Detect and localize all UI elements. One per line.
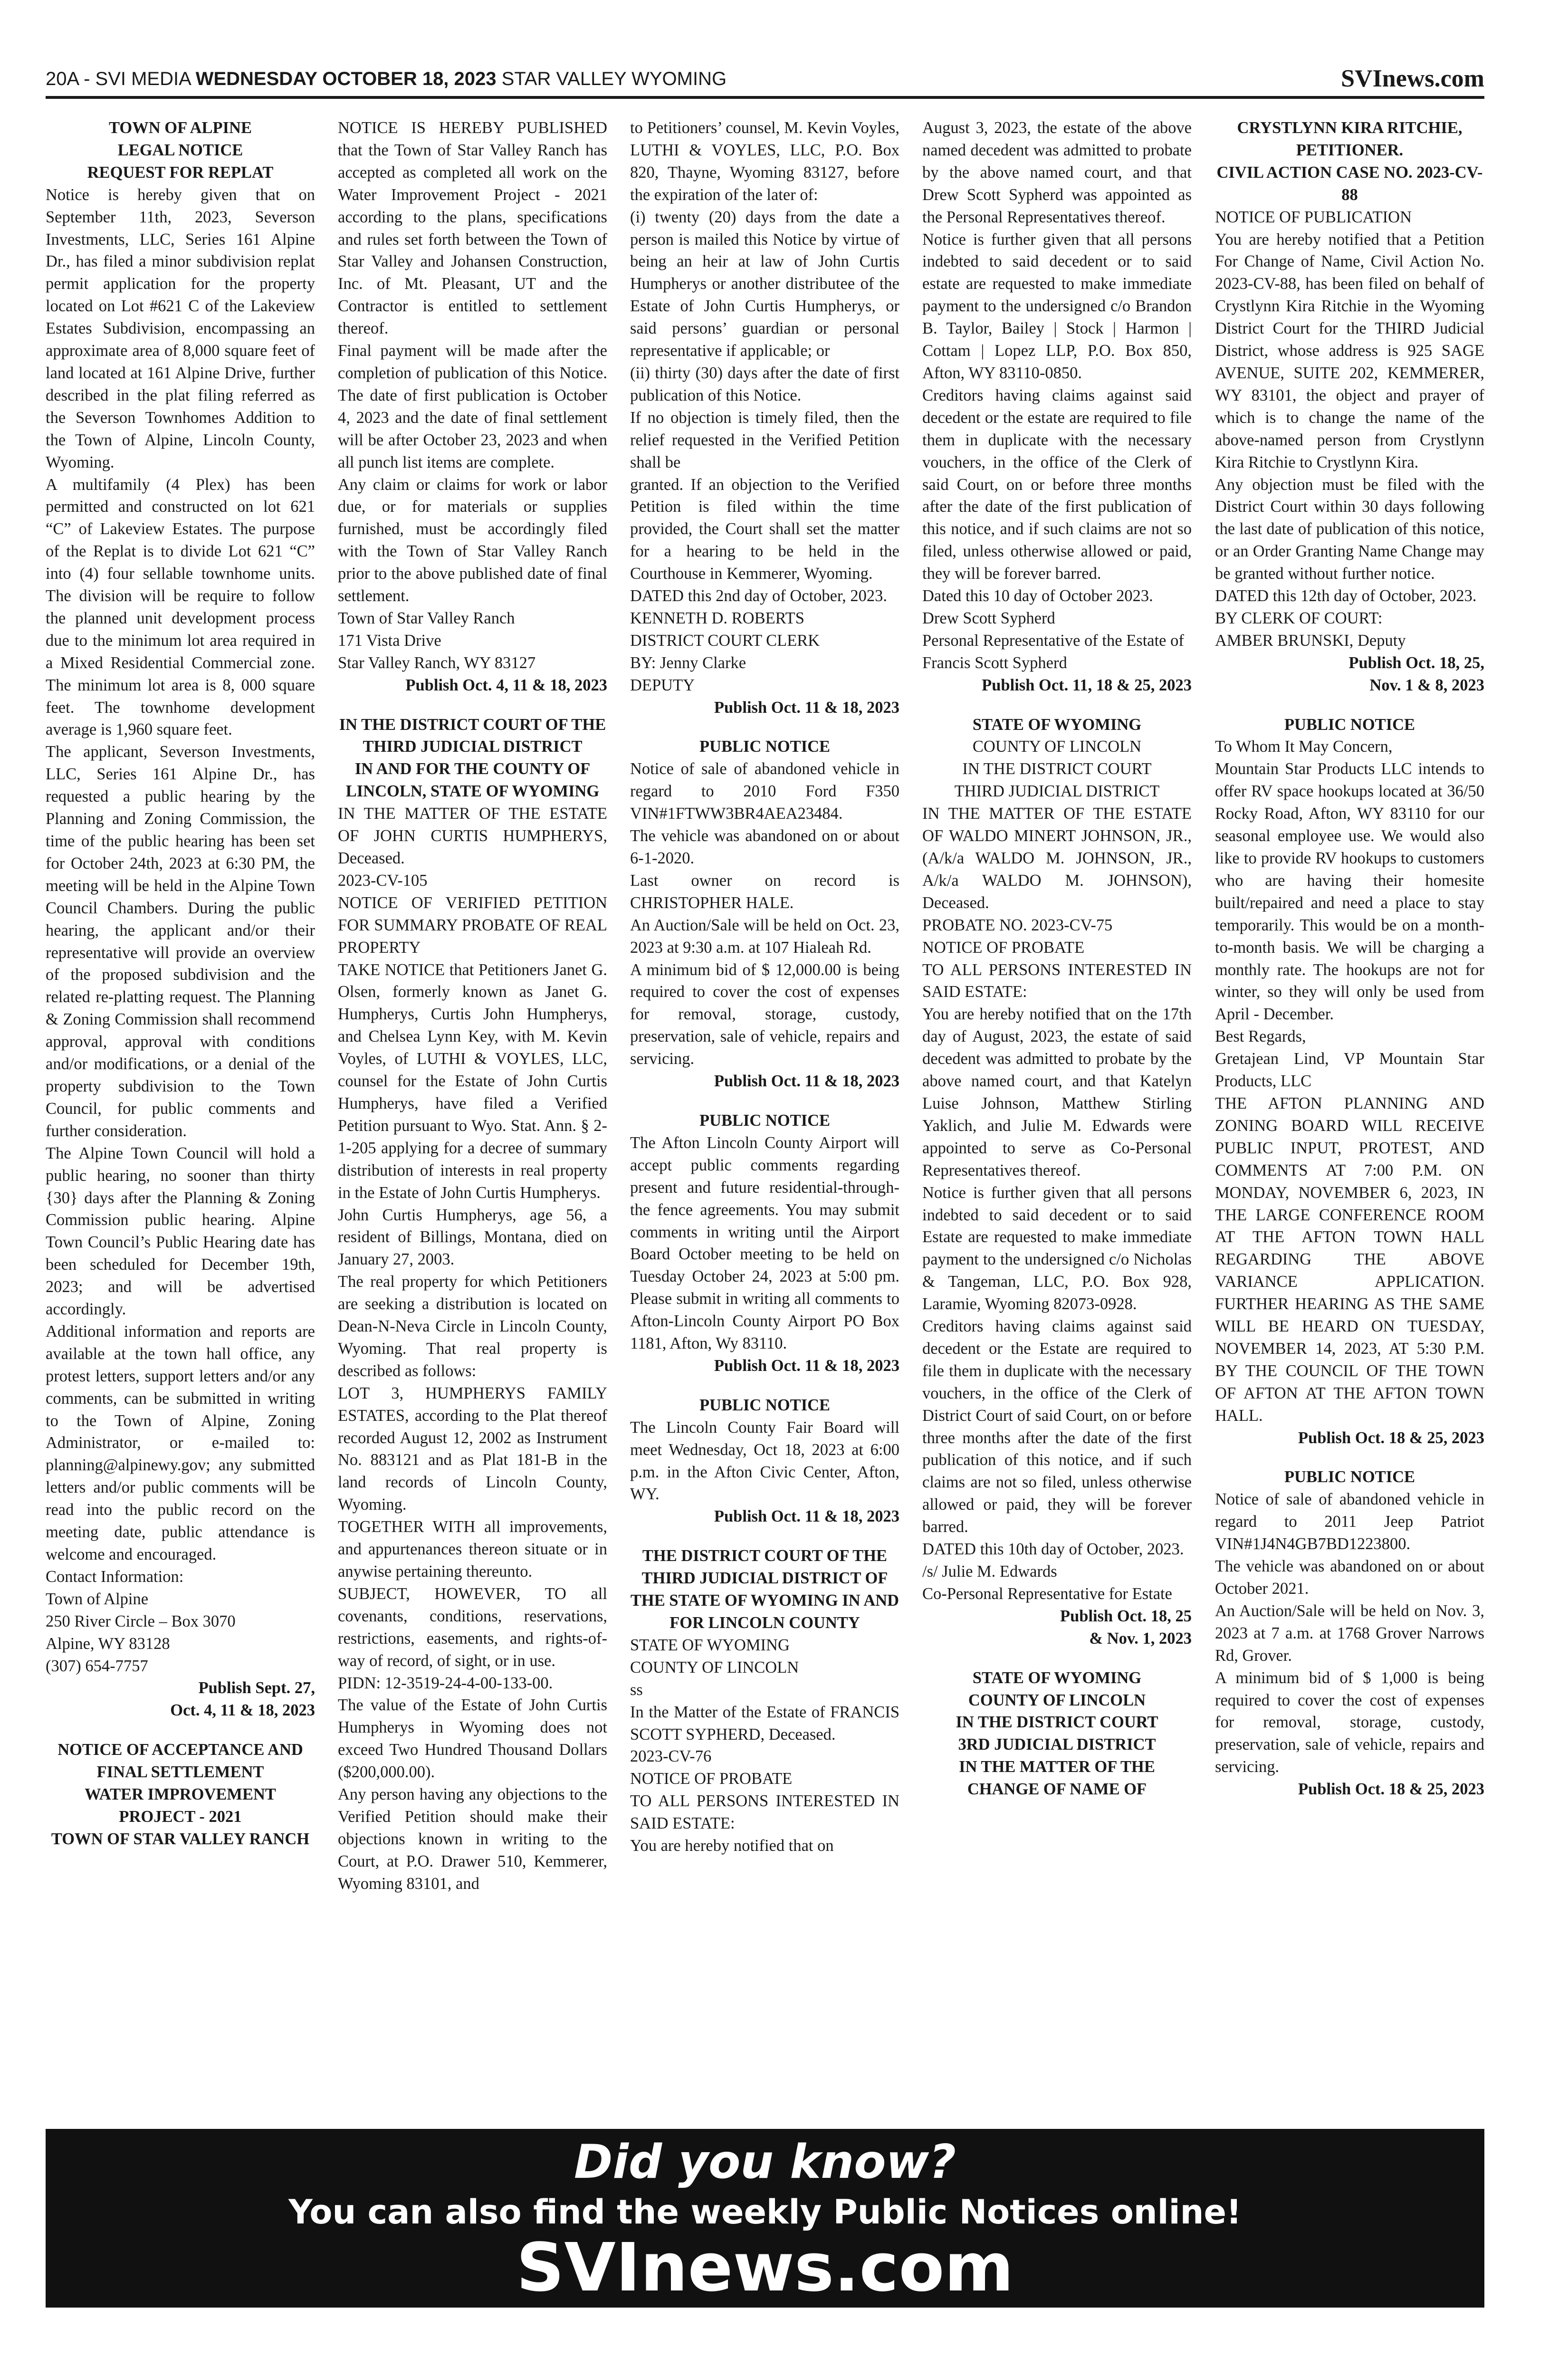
notice-paragraph: Notice is further given that all persons indebted to said decedent or to said estate are requested to make immediate payment to the undersigned c/o Brandon B. Taylor, Bailey | Stock | Harmon | Cottam | Lopez LLP, P.O. Box 850, Afton, WY 83110-0850. — [922, 230, 1192, 382]
notice-paragraph: A minimum bid of $ 1,000 is being required to cover the cost of expenses for removal, storage, custody, preservation, sale of vehicle, repairs and servicing. — [1215, 1668, 1484, 1776]
notice-paragraph: Creditors having claims against said decedent or the Estate are required to file them in duplicate with the necessary vouchers, in the office of the Clerk of District Court of said Court, on or before three months after the date of the first publication of this notice, and if such claims are not so filed, unless otherwise allowed or paid, they will be forever barred. — [922, 1317, 1192, 1536]
notice-paragraph: Notice of sale of abandoned vehicle in regard to 2010 Ford F350 VIN#1FTWW3BR4AEA23484. — [630, 760, 899, 823]
publish-line: Publish Oct. 11 & 18, 2023 — [714, 1356, 899, 1375]
notice-paragraph: In the Matter of the Estate of FRANCIS SCOTT SYPHERD, Deceased. 2023-CV-76 NOTICE OF PROBATE TO ALL PERSONS INTERESTED IN SAID ESTATE: — [630, 1703, 899, 1833]
folio-suffix: STAR VALLEY WYOMING — [496, 68, 727, 89]
notice-heading: NOTICE OF ACCEPTANCE AND FINAL SETTLEMENT WATER IMPROVEMENT PROJECT - 2021 TOWN OF STAR VALLEY RANCH — [51, 1741, 310, 1848]
notice-paragraph: Notice is further given that all persons indebted to said decedent or to said Estate are requested to make immediate payment to the undersigned c/o Nicholas & Tangeman, LLC, P.O. Box 928, Laramie, Wyoming 82073-0928. — [922, 1183, 1192, 1313]
notice-separator — [1215, 697, 1484, 714]
notice-paragraph: IN THE MATTER OF THE ESTATE OF WALDO MINERT JOHNSON, JR., (A/k/a WALDO M. JOHNSON, JR., A/k/a WALDO M. JOHNSON), Deceased. — [922, 805, 1192, 912]
notice-paragraph: The Afton Lincoln County Airport will accept public comments regarding present and future residential-through-the fence agreements. You may submit comments in writing until the Airport Board October meeting to be held on Tuesday October 24, 2023 at 5:00 pm. Please submit in writing all comments to Afton-Lincoln County Airport PO Box 1181, Afton, Wy 83110. — [630, 1133, 899, 1353]
publish-line: Publish Sept. 27, Oct. 4, 11 & 18, 2023 — [170, 1679, 315, 1720]
publish-line: Publish Oct. 18 & 25, 2023 — [1298, 1428, 1484, 1447]
site-name[interactable]: SVInews.com — [1341, 65, 1484, 92]
notice-paragraph: THE AFTON PLANNING AND ZONING BOARD WILL RECEIVE PUBLIC INPUT, PROTEST, AND COMMENTS AT 7:00 P.M. ON MONDAY, NOVEMBER 6, 2023, IN THE LARGE CONFERENCE ROOM AT THE AFTON TOWN HALL REGARDING THE ABOVE VARIANCE APPLICATION. FURTHER HEARING AS THE SAME WILL BE HEARD ON TUESDAY, NOVEMBER 14, 2023, AT 5:30 P.M. BY THE COUNCIL OF THE TOWN OF AFTON AT THE AFTON TOWN HALL. — [1215, 1094, 1484, 1425]
notice-heading: PUBLIC NOTICE — [1284, 1468, 1415, 1486]
notice-paragraph: (ii) thirty (30) days after the date of first publication of this Notice. — [630, 364, 899, 404]
promo-banner[interactable] — [46, 2129, 1484, 2308]
notice-paragraph: (i) twenty (20) days from the date a person is mailed this Notice by virtue of being an heir at law of John Curtis Humpherys or another distributee of the Estate of John Curtis Humpherys, or said persons’ guardian or personal representative if applicable; or — [630, 208, 899, 360]
publish-line: Publish Oct. 11, 18 & 25, 2023 — [982, 676, 1192, 694]
notice-column-5 — [1215, 117, 1484, 1801]
notice-paragraph: BY CLERK OF COURT: AMBER BRUNSKI, Deputy — [1215, 609, 1406, 650]
notice-heading: TOWN OF ALPINE LEGAL NOTICE REQUEST FOR REPLAT — [87, 119, 274, 182]
notice-paragraph: Last owner on record is CHRISTOPHER HALE. — [630, 871, 899, 912]
notice-paragraph: You are hereby notified that on — [630, 1837, 834, 1855]
page-header — [46, 63, 1484, 95]
banner-url[interactable]: SVInews.com — [516, 2229, 1014, 2307]
notice-paragraph: An Auction/Sale will be held on Nov. 3, 2023 at 7 a.m. at 1768 Grover Narrows Rd, Grover. — [1215, 1601, 1484, 1665]
notice-paragraph: To Whom It May Concern, — [1215, 738, 1393, 756]
notice-heading: STATE OF WYOMING COUNTY OF LINCOLN IN THE DISTRICT COURT 3RD JUDICIAL DISTRICT IN THE MATTER OF THE CHANGE OF NAME OF — [956, 1668, 1158, 1799]
notice-separator — [630, 1528, 899, 1545]
notice-heading: IN THE DISTRICT COURT OF THE THIRD JUDICIAL DISTRICT IN AND FOR THE COUNTY OF LINCOLN, STATE OF WYOMING — [339, 715, 606, 801]
notice-paragraph: granted. If an objection to the Verified Petition is filed within the time provided, the Court shall set the matter for a hearing to be held in the Courthouse in Kemmerer, Wyoming. — [630, 475, 899, 583]
banner-headline: Did you know? — [574, 2135, 956, 2189]
publish-line: Publish Oct. 18, 25 & Nov. 1, 2023 — [1060, 1607, 1192, 1648]
notice-heading: PUBLIC NOTICE — [699, 1396, 831, 1414]
notice-column-4 — [922, 117, 1192, 1801]
issue-date: WEDNESDAY OCTOBER 18, 2023 — [195, 68, 497, 89]
notice-paragraph: Mountain Star Products LLC intends to offer RV space hookups located at 36/50 Rocky Road, Afton, WY 83110 for our seasonal employee use. We would also like to provide RV hookups to customers who are having their homesite built/repaired and need a place to stay temporarily. This would be on a month-to-month basis. We will be charging a monthly rate. The hookups are not for winter, so they will only be used from April - December. — [1215, 760, 1484, 1024]
notice-paragraph: PIDN: 12-3519-24-4-00-133-00. — [338, 1674, 553, 1692]
notice-paragraph: Dated this 10 day of October 2023. Drew Scott Sypherd Personal Representative of the Estate of Francis Scott Sypherd — [922, 587, 1184, 672]
folio-line — [46, 63, 727, 95]
notice-heading: STATE OF WYOMING — [972, 715, 1142, 734]
notice-separator — [922, 697, 1192, 714]
notice-paragraph: SUBJECT, HOWEVER, TO all covenants, conditions, reservations, restrictions, easements, and rights-of-way of record, of sight, or in use. — [338, 1584, 607, 1670]
notice-paragraph: Notice is hereby given that on September 11th, 2023, Severson Investments, LLC, Series 161 Alpine Dr., has filed a minor subdivision replat permit application for the property located on Lot #621 C of the Lakeview Estates Subdivision, encompassing an approximate area of 8,000 square feet of land located at 161 Alpine Drive, further described in the plat filing referred as the Severson Townhomes Addition to the Town of Alpine, Lincoln County, Wyoming. — [46, 185, 315, 471]
notice-paragraph: Any person having any objections to the Verified Petition should make their objections known in writing to the Court, at P.O. Drawer 510, Kemmerer, Wyoming 83101, and — [338, 1785, 607, 1893]
notice-paragraph: NOTICE IS HEREBY PUBLISHED that the Town of Star Valley Ranch has accepted as completed all work on the Water Improvement Project - 2021 according to the plans, specifications and rules set forth between the Town of Star Valley and Johansen Construction, Inc. of Mt. Pleasant, UT and the Contractor is entitled to settlement thereof. — [338, 119, 607, 338]
notice-column-3 — [630, 117, 899, 1857]
notice-paragraph: IN THE MATTER OF THE ESTATE OF JOHN CURTIS HUMPHERYS, Deceased. 2023-CV-105 NOTICE OF VERIFIED PETITION FOR SUMMARY PROBATE OF REAL PROPERTY — [338, 805, 607, 957]
notice-paragraph: Final payment will be made after the completion of publication of this Notice. The date of first publication is October 4, 2023 and the date of final settlement will be after October 23, 2023 and when all punch list items are complete. — [338, 342, 607, 471]
notice-paragraph: Best Regards, Gretajean Lind, VP Mountain Star Products, LLC — [1215, 1027, 1484, 1091]
notice-paragraph: Any claim or claims for work or labor due, or for materials or supplies furnished, must be accordingly filed with the Town of Star Valley Ranch prior to the above published date of final settlement. — [338, 475, 607, 605]
notice-separator — [630, 1092, 899, 1110]
notice-separator — [46, 1722, 315, 1739]
notice-paragraph: An Auction/Sale will be held on Oct. 23, 2023 at 9:30 a.m. at 107 Hialeah Rd. — [630, 916, 899, 957]
folio-prefix: 20A - SVI MEDIA — [46, 68, 196, 89]
notice-heading-sub: COUNTY OF LINCOLN IN THE DISTRICT COURT THIRD JUDICIAL DISTRICT — [954, 738, 1160, 801]
publish-line: Publish Oct. 11 & 18, 2023 — [714, 1507, 899, 1526]
notice-column-1 — [46, 117, 315, 1850]
notice-paragraph: to Petitioners’ counsel, M. Kevin Voyles, LUTHI & VOYLES, LLC, P.O. Box 820, Thayne, Wyoming 83127, before the expiration of the later of: — [630, 119, 899, 204]
publish-line: Publish Oct. 18, 25, Nov. 1 & 8, 2023 — [1348, 653, 1484, 694]
notice-paragraph: A multifamily (4 Plex) has been permitted and constructed on lot 621 “C” of Lakeview Estates. The purpose of the Replat is to divide Lot 621 “C” into (4) four sellable townhome units. The division will be require to follow the planned unit development process due to the minimum lot area required in a Mixed Residential Commercial zone. The minimum lot area is 8, 000 square feet. The townhome development average is 1,960 square feet. — [46, 475, 315, 739]
banner-subline: You can also find the weekly Public Notices online! — [288, 2193, 1242, 2232]
notice-paragraph: Contact Information: Town of Alpine 250 River Circle – Box 3070 Alpine, WY 83128 (307) 654-7757 — [46, 1567, 236, 1675]
notice-paragraph: NOTICE OF PUBLICATION — [1215, 208, 1412, 226]
notice-paragraph: The Alpine Town Council will hold a public hearing, no sooner than thirty {30} days after the Planning & Zoning Commission public hearing. Alpine Town Council’s Public Hearing date has been scheduled for December 19th, 2023; and will be advertised accordingly. — [46, 1144, 315, 1319]
notice-column-2 — [338, 117, 607, 1895]
publish-line: Publish Oct. 4, 11 & 18, 2023 — [405, 676, 607, 694]
publish-line: Publish Oct. 11 & 18, 2023 — [714, 698, 899, 717]
publish-line: Publish Oct. 11 & 18, 2023 — [714, 1072, 899, 1091]
notice-paragraph: A minimum bid of $ 12,000.00 is being required to cover the cost of expenses for removal, storage, custody, preservation, sale of vehicle, repairs and servicing. — [630, 960, 899, 1068]
notice-separator — [630, 1377, 899, 1394]
notice-separator — [338, 697, 607, 714]
notice-separator — [922, 1650, 1192, 1667]
notice-heading: PUBLIC NOTICE — [699, 738, 831, 756]
notice-paragraph: PROBATE NO. 2023-CV-75 NOTICE OF PROBATE TO ALL PERSONS INTERESTED IN SAID ESTATE: — [922, 916, 1192, 1001]
notice-paragraph: The real property for which Petitioners are seeking a distribution is located on Dean-N-Neva Circle in Lincoln County, Wyoming. That real property is described as follows: — [338, 1273, 607, 1380]
notice-paragraph: The vehicle was abandoned on or about 6-1-2020. — [630, 827, 899, 867]
notice-separator — [630, 719, 899, 736]
notice-heading: CRYSTLYNN KIRA RITCHIE, PETITIONER. — [1237, 119, 1463, 159]
notice-paragraph: LOT 3, HUMPHERYS FAMILY ESTATES, according to the Plat thereof recorded August 12, 2002 as Instrument No. 883121 and as Plat 181-B in the land records of Lincoln County, Wyoming. — [338, 1384, 607, 1514]
notice-paragraph: You are hereby notified that a Petition For Change of Name, Civil Action No. 2023-CV-88, has been filed on behalf of Crystlynn Kira Ritchie in the Wyoming District Court for the THIRD Judicial District, whose address is 925 SAGE AVENUE, SUITE 202, KEMMERER, WY 83101, the object and prayer of which is to change the name of the above-named person from Crystlynn Kira Ritchie to Crystlynn Kira. — [1215, 230, 1484, 471]
notice-paragraph: The Lincoln County Fair Board will meet Wednesday, Oct 18, 2023 at 6:00 p.m. in the Afton Civic Center, Afton, WY. — [630, 1418, 899, 1504]
notice-paragraph: TOGETHER WITH all improvements, and appurtenances thereon situate or in anywise pertaining thereunto. — [338, 1518, 607, 1581]
notice-heading: THE DISTRICT COURT OF THE THIRD JUDICIAL DISTRICT OF THE STATE OF WYOMING IN AND FOR LINCOLN COUNTY — [630, 1547, 899, 1632]
notice-paragraph: The vehicle was abandoned on or about October 2021. — [1215, 1557, 1484, 1598]
notice-paragraph: The applicant, Severson Investments, LLC, Series 161 Alpine Dr., has requested a public hearing by the Planning and Zoning Commission, the time of the public hearing has been set for October 24th, 2023 at 6:30 PM, the meeting will be held in the Alpine Town Council Chambers. During the public hearing, the applicant and/or their representative will provide an overview of the proposed subdivision and the related re-platting request. The Planning & Zoning Commission shall recommend approval, approval with conditions and/or modifications, or a denial of the property subdivision to the Town Council, for public comments and further consideration. — [46, 743, 315, 1140]
notice-paragraph: Additional information and reports are available at the town hall office, any protest letters, support letters and/or any comments, can be submitted in writing to the Town of Alpine, Zoning Administrator, or e-mailed to: planning@alpinewy.gov; any submitted letters and/or public comments will be read into the public record on the meeting date, public attendance is welcome and encouraged. — [46, 1322, 315, 1563]
notice-paragraph: DATED this 2nd day of October, 2023. — [630, 587, 887, 605]
notice-paragraph: The value of the Estate of John Curtis Humpherys in Wyoming does not exceed Two Hundred Thousand Dollars ($200,000.00). — [338, 1696, 607, 1782]
header-rule — [46, 96, 1484, 99]
notice-paragraph: STATE OF WYOMING COUNTY OF LINCOLN ss — [630, 1636, 799, 1699]
notice-paragraph: TAKE NOTICE that Petitioners Janet G. Olsen, formerly known as Janet G. Humpherys, Curtis John Humpherys, and Chelsea Lynn Key, with M. Kevin Voyles, of LUTHI & VOYLES, LLC, counsel for the Estate of John Curtis Humpherys, have filed a Verified Petition pursuant to Wyo. Stat. Ann. § 2-1-205 applying for a decree of summary distribution of interests in real property in the Estate of John Curtis Humpherys. — [338, 960, 607, 1202]
notice-heading: PUBLIC NOTICE — [699, 1111, 831, 1130]
notice-heading: PUBLIC NOTICE — [1284, 715, 1415, 734]
notice-paragraph: Town of Star Valley Ranch 171 Vista Drive Star Valley Ranch, WY 83127 — [338, 609, 536, 672]
notice-paragraph: You are hereby notified that on the 17th day of August, 2023, the estate of said decedent was admitted to probate by the above named court, and that Katelyn Luise Johnson, Matthew Stirling Yaklich, and Julie M. Edwards were appointed to serve as Co-Personal Representatives thereof. — [922, 1005, 1192, 1179]
publish-line: Publish Oct. 18 & 25, 2023 — [1298, 1780, 1484, 1799]
notice-paragraph: Any objection must be filed with the District Court within 30 days following the last date of publication of this notice, or an Order Granting Name Change may be granted without further notice. — [1215, 475, 1484, 583]
notice-paragraph: KENNETH D. ROBERTS DISTRICT COURT CLERK BY: Jenny Clarke DEPUTY — [630, 609, 820, 694]
notice-heading: CIVIL ACTION CASE NO. 2023-CV-88 — [1216, 163, 1483, 204]
notice-paragraph: Creditors having claims against said decedent or the estate are required to file them in duplicate with the necessary vouchers, in the office of the Clerk of said Court, on or before three months after the date of the first publication of this notice, and if such claims are not so filed, unless otherwise allowed or paid, they will be forever barred. — [922, 386, 1192, 583]
notice-separator — [1215, 1449, 1484, 1466]
notice-paragraph: Notice of sale of abandoned vehicle in regard to 2011 Jeep Patriot VIN#1J4N4GB7BD1223800. — [1215, 1490, 1484, 1553]
notice-paragraph: August 3, 2023, the estate of the above named decedent was admitted to probate by the above named court, and that Drew Scott Sypherd was appointed as the Personal Representatives thereof. — [922, 119, 1192, 226]
notice-paragraph: If no objection is timely filed, then the relief requested in the Verified Petition shall be — [630, 408, 899, 471]
notice-paragraph: DATED this 10th day of October, 2023. /s/ Julie M. Edwards Co-Personal Representative for Estate — [922, 1540, 1184, 1603]
notice-paragraph: DATED this 12th day of October, 2023. — [1215, 587, 1477, 605]
notice-paragraph: John Curtis Humpherys, age 56, a resident of Billings, Montana, died on January 27, 2003. — [338, 1206, 607, 1269]
